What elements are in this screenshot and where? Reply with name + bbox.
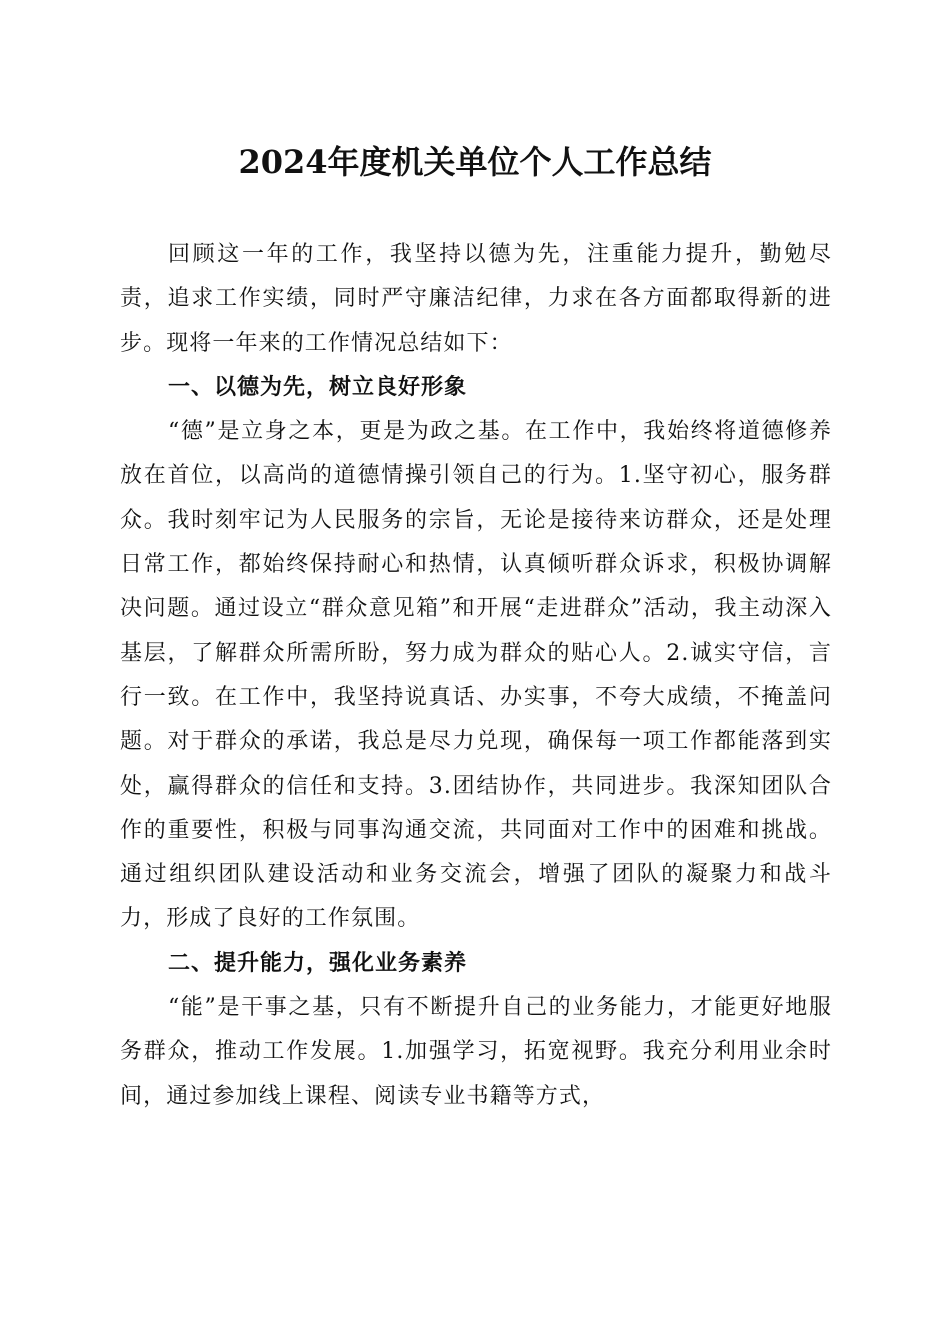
section-heading-2: 二、提升能力，强化业务素养	[168, 950, 468, 976]
section-paragraph-2: “能”是干事之基，只有不断提升自己的业务能力，才能更好地服务群众，推动工作发展。1.加强学习，拓宽视野。我充分利用业余时间，通过参加线上课程、阅读专业书籍等方式，	[120, 995, 832, 1109]
document-title: 2024年度机关单位个人工作总结	[238, 143, 712, 181]
intro-paragraph: 回顾这一年的工作，我坚持以德为先，注重能力提升，勤勉尽责，追求工作实绩，同时严守廉洁纪律，力求在各方面都取得新的进步。现将一年来的工作情况总结如下：	[120, 242, 832, 356]
section-heading-1: 一、以德为先，树立良好形象	[168, 374, 468, 400]
document-body	[120, 233, 832, 1119]
section-paragraph-1: “德”是立身之本，更是为政之基。在工作中，我始终将道德修养放在首位，以高尚的道德情操引领自己的行为。1.坚守初心，服务群众。我时刻牢记为人民服务的宗旨，无论是接待来访群众，还是处理日常工作，都始终保持耐心和热情，认真倾听群众诉求，积极协调解决问题。通过设立“群众意见箱”和开展“走进群众”活动，我主动深入基层，了解群众所需所盼，努力成为群众的贴心人。2.诚实守信，言行一致。在工作中，我坚持说真话、办实事，不夸大成绩，不掩盖问题。对于群众的承诺，我总是尽力兑现，确保每一项工作都能落到实处，赢得群众的信任和支持。3.团结协作，共同进步。我深知团队合作的重要性，积极与同事沟通交流，共同面对工作中的困难和挑战。通过组织团队建设活动和业务交流会，增强了团队的凝聚力和战斗力，形成了良好的工作氛围。	[120, 419, 832, 932]
